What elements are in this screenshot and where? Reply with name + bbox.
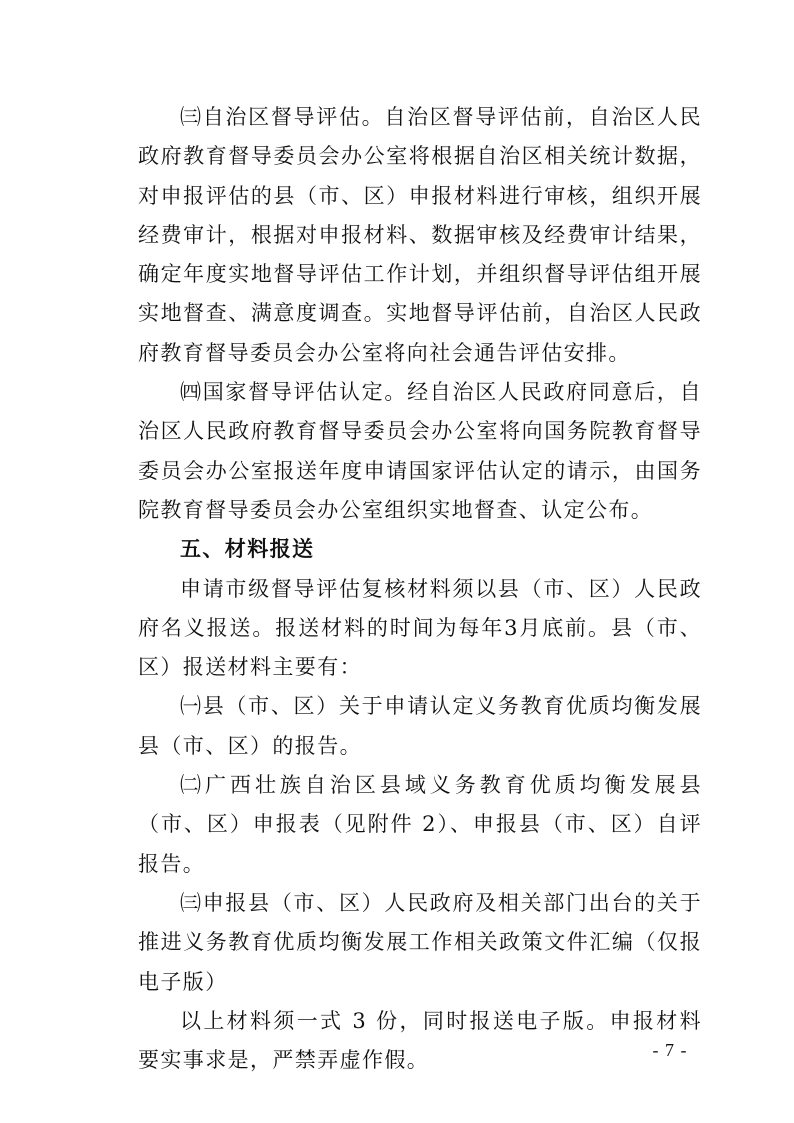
list-item-report: ㈠县（市、区）关于申请认定义务教育优质均衡发展县（市、区）的报告。 xyxy=(138,694,702,758)
paragraph-autonomous-region-evaluation: ㈢自治区督导评估。自治区督导评估前，自治区人民政府教育督导委员会办公室将根据自治区相关统计数据，对申报评估的县（市、区）申报材料进行审核，组织开展经费审计，根据对申报材料、数据审核及经费审计结果，确定年度实地督导评估工作计划，并组织督导评估组开展实地督查、满意度调查。实地督导评估前，自治区人民政府教育督导委员会办公室将向社会通告评估安排。 xyxy=(138,105,702,365)
paragraph-copies-requirement: 以上材料须一式 3 份，同时报送电子版。申报材料要实事求是，严禁弄虚作假。 xyxy=(138,1008,702,1073)
paragraph-national-evaluation: ㈣国家督导评估认定。经自治区人民政府同意后，自治区人民政府教育督导委员会办公室将向国务院教育督导委员会办公室报送年度申请国家评估认定的请示，由国务院教育督导委员会办公室组织实地督查、认定公布。 xyxy=(138,380,702,522)
list-item-application-form: ㈡广西壮族自治区县域义务教育优质均衡发展县（市、区）申报表（见附件 2）、申报县（市、区）自评报告。 xyxy=(138,773,702,876)
document-body xyxy=(138,98,702,1080)
paragraph-materials-intro: 申请市级督导评估复核材料须以县（市、区）人民政府名义报送。报送材料的时间为每年3月底前。县（市、区）报送材料主要有： xyxy=(138,576,702,680)
page-number: - 7 - xyxy=(652,1040,688,1060)
section-heading-materials: 五、材料报送 xyxy=(180,537,315,562)
list-item-policy-compilation: ㈢申报县（市、区）人民政府及相关部门出台的关于推进义务教育优质均衡发展工作相关政策文件汇编（仅报电子版） xyxy=(138,890,702,994)
